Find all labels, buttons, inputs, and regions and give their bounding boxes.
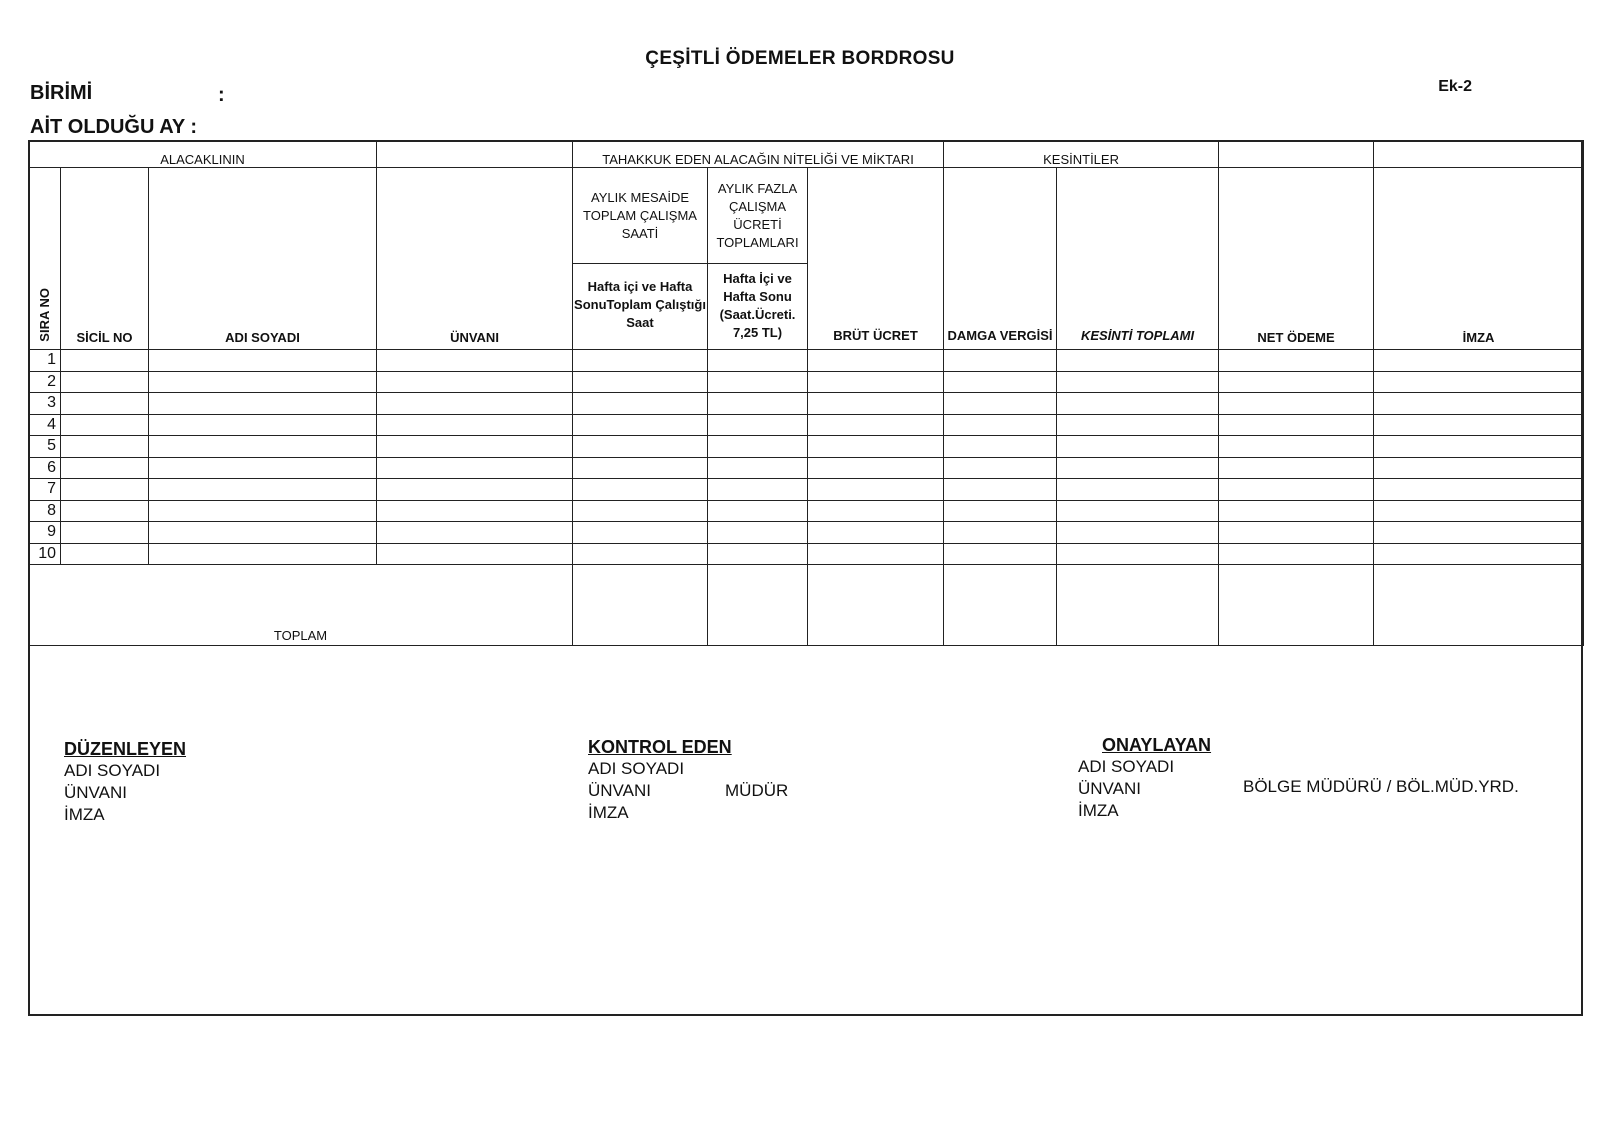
table-cell[interactable] [1219,479,1374,501]
table-cell[interactable] [1219,543,1374,565]
table-cell[interactable] [61,436,149,458]
table-cell[interactable] [61,543,149,565]
table-cell[interactable] [1057,350,1219,372]
table-row [29,457,1584,479]
table-cell[interactable] [808,436,944,458]
table-cell[interactable] [1219,500,1374,522]
table-cell[interactable] [149,500,377,522]
toplam-cell[interactable] [1219,565,1374,646]
table-row [29,414,1584,436]
table-cell[interactable] [61,500,149,522]
table-cell[interactable] [149,436,377,458]
header-net: NET ÖDEME [1219,168,1374,350]
table-cell[interactable] [708,543,808,565]
table-cell[interactable] [708,371,808,393]
table-cell[interactable] [708,414,808,436]
toplam-label: TOPLAM [29,565,573,646]
toplam-cell[interactable] [944,565,1057,646]
header-damga: DAMGA VERGİSİ [944,168,1057,350]
row-number: 1 [29,350,61,372]
table-cell[interactable] [573,371,708,393]
header-adi-soyadi: ADI SOYADI [149,168,377,350]
table-cell[interactable] [61,414,149,436]
table-cell[interactable] [1374,500,1584,522]
table-cell[interactable] [944,500,1057,522]
row-number: 10 [29,543,61,565]
table-cell[interactable] [377,457,573,479]
duzenleyen-unvani: ÜNVANI [64,783,127,802]
table-cell[interactable] [61,479,149,501]
table-cell[interactable] [61,350,149,372]
table-cell[interactable] [1219,350,1374,372]
duzenleyen-imza: İMZA [64,805,105,824]
table-cell[interactable] [149,543,377,565]
table-cell[interactable] [708,500,808,522]
table-cell[interactable] [944,543,1057,565]
kontrol-adi: ADI SOYADI [588,759,685,778]
toplam-cell[interactable] [573,565,708,646]
table-row [29,350,1584,372]
table-cell[interactable] [708,479,808,501]
table-cell[interactable] [377,500,573,522]
group-blank-2 [1219,141,1374,168]
table-cell[interactable] [944,393,1057,415]
table-cell[interactable] [944,479,1057,501]
table-cell[interactable] [61,371,149,393]
row-number: 2 [29,371,61,393]
table-row [29,436,1584,458]
table-cell[interactable] [377,479,573,501]
table-cell[interactable] [944,350,1057,372]
table-cell[interactable] [573,543,708,565]
duzenleyen-adi: ADI SOYADI [64,761,161,780]
table-cell[interactable] [1219,522,1374,544]
table-cell[interactable] [1374,543,1584,565]
table-cell[interactable] [808,393,944,415]
document-title: ÇEŞİTLİ ÖDEMELER BORDROSU [645,48,955,69]
table-cell[interactable] [573,500,708,522]
table-cell[interactable] [1057,457,1219,479]
table-cell[interactable] [808,522,944,544]
group-alacaklinin: ALACAKLININ [29,141,377,168]
header-unvani: ÜNVANI [377,168,573,350]
payroll-table [28,140,1584,646]
header-sira-no [29,168,61,350]
table-cell[interactable] [377,543,573,565]
table-cell[interactable] [61,522,149,544]
onaylayan-adi: ADI SOYADI [1078,757,1175,776]
kontrol-block [588,736,732,824]
table-cell[interactable] [573,414,708,436]
kontrol-unvani: ÜNVANI [588,781,651,800]
table-row [29,543,1584,565]
onaylayan-imza: İMZA [1078,801,1119,820]
table-cell[interactable] [944,522,1057,544]
table-cell[interactable] [1374,350,1584,372]
table-row [29,371,1584,393]
table-row [29,500,1584,522]
table-cell[interactable] [149,522,377,544]
table-cell[interactable] [1374,414,1584,436]
table-cell[interactable] [377,414,573,436]
table-cell[interactable] [1057,522,1219,544]
table-cell[interactable] [1057,500,1219,522]
table-cell[interactable] [1219,393,1374,415]
table-cell[interactable] [1374,457,1584,479]
table-cell[interactable] [377,393,573,415]
table-cell[interactable] [573,457,708,479]
header-sicil-no: SİCİL NO [61,168,149,350]
duzenleyen-heading: DÜZENLEYEN [64,739,187,759]
group-tahakkuk: TAHAKKUK EDEN ALACAĞIN NİTELİĞİ VE MİKTARI [573,141,944,168]
table-cell[interactable] [1057,479,1219,501]
table-cell[interactable] [1057,436,1219,458]
table-cell[interactable] [708,522,808,544]
table-cell[interactable] [808,479,944,501]
group-blank-3 [1374,141,1584,168]
table-cell[interactable] [708,350,808,372]
table-cell[interactable] [149,393,377,415]
row-number: 8 [29,500,61,522]
table-cell[interactable] [377,350,573,372]
table-cell[interactable] [1374,393,1584,415]
table-cell[interactable] [573,479,708,501]
header-aylik-mesai: AYLIK MESAİDE TOPLAM ÇALIŞMA SAATİ [573,168,708,264]
toplam-cell[interactable] [708,565,808,646]
kontrol-unvan-value: MÜDÜR [725,781,789,800]
table-cell[interactable] [377,522,573,544]
ek-label: Ek-2 [1438,78,1472,95]
table-cell[interactable] [1057,414,1219,436]
table-cell[interactable] [1219,457,1374,479]
table-cell[interactable] [1219,414,1374,436]
table-cell[interactable] [808,414,944,436]
row-number: 9 [29,522,61,544]
table-cell[interactable] [808,457,944,479]
table-cell[interactable] [944,414,1057,436]
table-cell[interactable] [377,436,573,458]
table-row [29,479,1584,501]
onaylayan-unvani: ÜNVANI [1078,779,1141,798]
toplam-cell[interactable] [1057,565,1219,646]
group-kesintiler: KESİNTİLER [944,141,1219,168]
header-aylik-fazla: AYLIK FAZLA ÇALIŞMA ÜCRETİ TOPLAMLARI [708,168,808,264]
table-cell[interactable] [944,436,1057,458]
table-cell[interactable] [1057,371,1219,393]
table-cell[interactable] [944,371,1057,393]
ait-oldugu-ay-label: AİT OLDUĞU AY : [30,116,198,138]
table-cell[interactable] [1057,543,1219,565]
table-cell[interactable] [1374,479,1584,501]
table-cell[interactable] [1219,371,1374,393]
table-cell[interactable] [149,371,377,393]
onaylayan-block [1078,734,1211,822]
header-kesinti: KESİNTİ TOPLAMI [1057,168,1219,350]
table-cell[interactable] [944,457,1057,479]
table-cell[interactable] [573,436,708,458]
table-cell[interactable] [808,500,944,522]
header-hafta-ici-ucret: Hafta İçi ve Hafta Sonu (Saat.Ücreti. 7,25 TL) [708,264,808,350]
header-imza: İMZA [1374,168,1584,350]
table-cell[interactable] [149,479,377,501]
table-cell[interactable] [1374,436,1584,458]
table-cell[interactable] [708,436,808,458]
table-cell[interactable] [149,457,377,479]
table-cell[interactable] [1219,436,1374,458]
row-number: 7 [29,479,61,501]
table-row [29,522,1584,544]
table-cell[interactable] [61,393,149,415]
table-cell[interactable] [1057,393,1219,415]
table-cell[interactable] [573,393,708,415]
onaylayan-heading: ONAYLAYAN [1102,735,1212,755]
row-number: 3 [29,393,61,415]
row-number: 5 [29,436,61,458]
table-cell[interactable] [808,543,944,565]
birimi-colon: : [218,84,225,106]
table-cell[interactable] [1374,371,1584,393]
table-cell[interactable] [708,457,808,479]
table-row [29,393,1584,415]
onaylayan-unvan-value: BÖLGE MÜDÜRÜ / BÖL.MÜD.YRD. [1243,777,1519,796]
table-cell[interactable] [149,350,377,372]
group-blank-1 [377,141,573,168]
table-cell[interactable] [1374,522,1584,544]
kontrol-imza: İMZA [588,803,629,822]
toplam-cell[interactable] [808,565,944,646]
duzenleyen-block [64,738,186,826]
table-cell[interactable] [808,371,944,393]
table-cell[interactable] [808,350,944,372]
table-cell[interactable] [573,350,708,372]
table-cell[interactable] [708,393,808,415]
row-number: 4 [29,414,61,436]
sira-no-label: SIRA NO [37,288,52,342]
header-brut: BRÜT ÜCRET [808,168,944,350]
table-cell[interactable] [149,414,377,436]
table-cell[interactable] [61,457,149,479]
table-cell[interactable] [377,371,573,393]
toplam-cell[interactable] [1374,565,1584,646]
birimi-label: BİRİMİ [30,82,93,104]
header-hafta-ici: Hafta içi ve Hafta SonuToplam Çalıştığı Saat [573,264,708,350]
row-number: 6 [29,457,61,479]
table-cell[interactable] [573,522,708,544]
kontrol-heading: KONTROL EDEN [588,737,732,757]
